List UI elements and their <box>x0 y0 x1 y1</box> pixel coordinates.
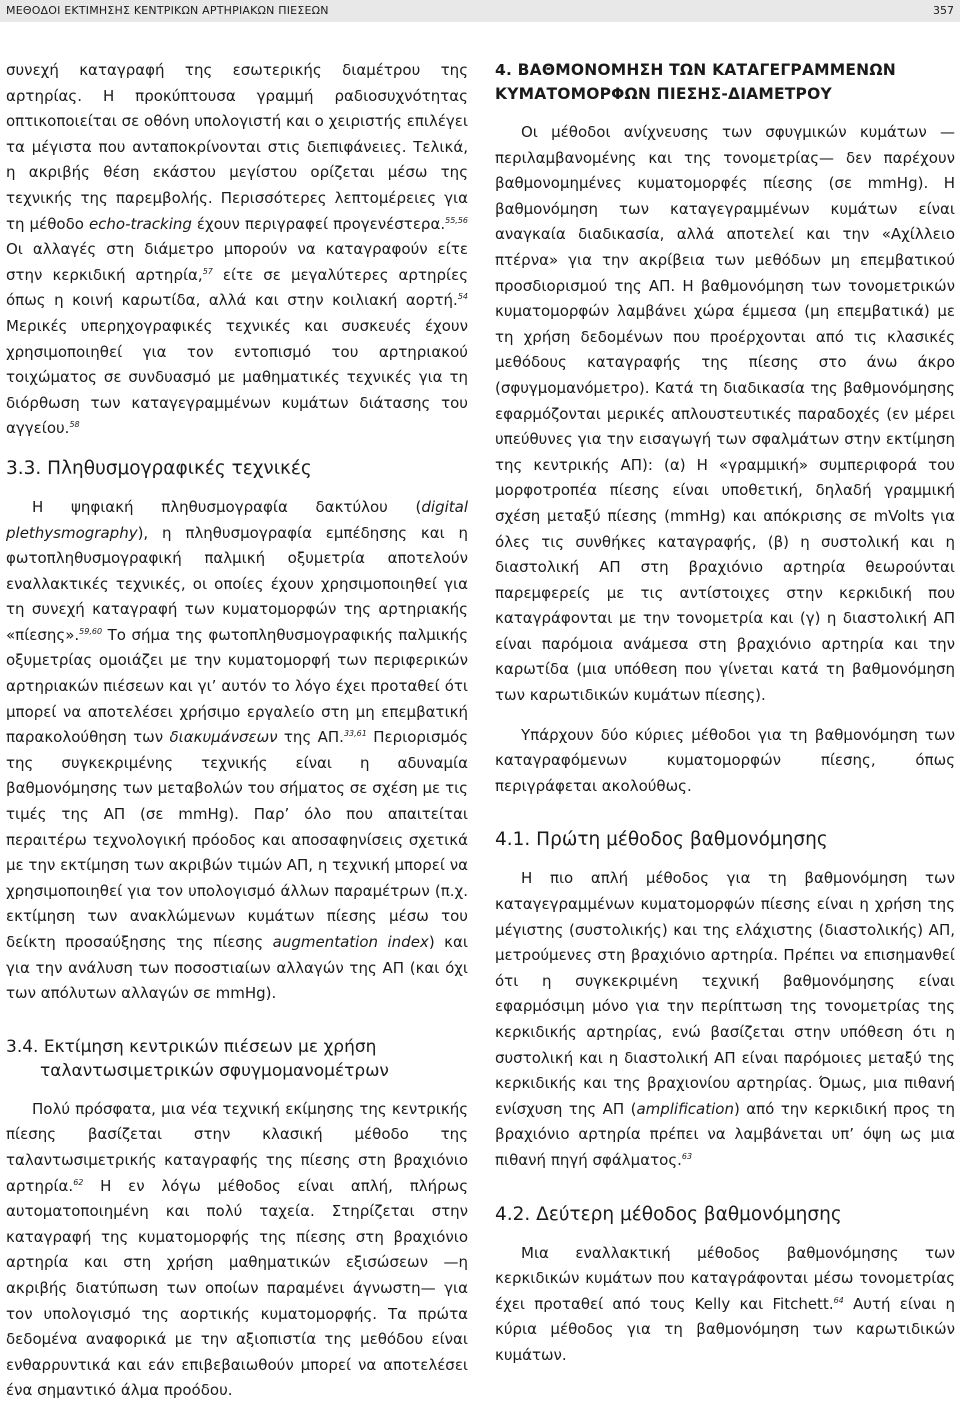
left-column <box>6 58 468 1404</box>
text: είτε σε μεγαλύτερες αρτηρίες όπως η κοινή καρωτίδα, αλλά και στην κοιλιακή αορτή. <box>6 265 468 310</box>
citation: 57 <box>202 266 213 276</box>
paragraph-oscillometric <box>6 1097 468 1404</box>
section-heading-4-1: 4.1. Πρώτη μέθοδος βαθμονόμησης <box>495 829 828 851</box>
citation: 63 <box>681 1151 693 1161</box>
running-title: ΜΕΘΟΔΟΙ ΕΚΤΙΜΗΣΗΣ ΚΕΝΤΡΙΚΩΝ ΑΡΤΗΡΙΑΚΩΝ ΠΙΕΣΕΩΝ <box>6 4 329 17</box>
text: Πολύ πρόσφατα, μια νέα τεχνική εκίμησης της κεντρικής πίεσης βασίζεται στην κλασική μέθοδο της ταλαντωσιμετρικής καταγραφής της πίεσης στη βραχιόνιο αρτηρία. <box>6 1099 468 1195</box>
section-heading-3-4 <box>6 1035 468 1083</box>
text: Η εν λόγω μέθοδος είναι απλή, πλήρως αυτοματοποιημένη και πολύ ταχεία. Στηρίζεται στην καταγραφή της κυματομορφής της πίεσης στη βραχιόνιο αρτηρία και στη χρήση μαθηματικών εξισώσεων —η ακριβής διατύπωση των οποίων παραμένει άγνωστη— για τον υπολογισμό της αορτικής κυματομορφής. Τα πρώτα δεδομένα αναφορικά με την αξιοπιστία της μεθόδου είναι ενθαρρυντικά και εάν επιβεβαιωθούν μπορεί να αποτελέσει ένα σημαντικό άλμα προόδου. <box>6 1176 468 1400</box>
citation: 62 <box>73 1177 84 1187</box>
text: της ΑΠ. <box>277 728 344 747</box>
running-header <box>0 0 960 22</box>
section-heading-4-2: 4.2. Δεύτερη μέθοδος βαθμονόμησης <box>495 1203 842 1225</box>
heading-line: ΚΥΜΑΤΟΜΟΡΦΩΝ ΠΙΕΣΗΣ-ΔΙΑΜΕΤΡΟΥ <box>495 85 832 103</box>
citation: 64 <box>833 1295 844 1305</box>
citation: 33,61 <box>343 729 367 739</box>
text: Το σήμα της φωτοπληθυσμογραφικής παλμικής οξυμετρίας ομοιάζει με την κυματομορφή των περιφερικών αρτηριακών πιέσεων και γι’ αυτόν το λόγο έχει προταθεί ότι μπορεί να αποτελέσει χρήσιμο εργαλείο στη μη επεμβατική παρακολούθηση των <box>6 625 468 747</box>
text: Μερικές υπερηχογραφικές τεχνικές και συσκευές έχουν χρησιμοποιηθεί για τον εντοπισμό του αρτηριακού τοιχώματος σε συνδυασμό με μαθηματικές τεχνικές για τη διόρθωση των καταγεγραμμένων κυμάτων διάτασης του αγγείου. <box>6 316 468 438</box>
paragraph-second-method <box>495 1241 955 1369</box>
heading-line: ταλαντωσιμετρικών σφυγμομανομέτρων <box>40 1060 389 1081</box>
text: Η πιο απλή μέθοδος για τη βαθμονόμηση των καταγεγραμμένων κυματομορφών πίεσης είναι η χρήση της μέγιστης (συστολικής) και της ελάχιστης (διαστολικής) ΑΠ, μετρούμενες στη βραχιόνιο αρτηρία. Πρέπει να επισημανθεί ότι η συγκεκριμένη τεχνική βαθμονόμησης είναι εφαρμόσιμη μόνο για την περίπτωση της τονομετρίας της κερκιδικής αρτηρίας, ενώ βασίζεται στην υπόθεση ότι η συστολική και η διαστολική ΑΠ είναι παρόμοιες μεταξύ της κερκιδικής και της βραχιονίου αρτηρίας. Όμως, μια πιθανή ενίσχυση της ΑΠ ( <box>495 869 955 1118</box>
citation: 55,56 <box>445 215 469 225</box>
text: Αυτή είναι η κύρια μέθοδος για τη βαθμονόμηση των καρωτιδικών κυμάτων. <box>495 1294 955 1364</box>
paragraph-echo-tracking <box>6 58 468 442</box>
text: ), η πληθυσμογραφία εμπέδησης και η φωτοπληθυσμογραφική παλμική οξυμετρία αποτελούν εναλλακτικές τεχνικές, οι οποίες έχουν χρησιμοποιηθεί για τη συνεχή καταγραφή των κυματομορφών της αρτηριακής «πίεσης». <box>6 523 468 644</box>
text: Οι αλλαγές στη διάμετρο μπορούν να καταγραφούν είτε στην κερκιδική αρτηρία, <box>6 240 468 284</box>
section-heading-4 <box>495 58 955 106</box>
text: ) από την κερκιδική προς τη βραχιόνιο αρτηρία πρέπει να λαμβάνεται υπ’ όψη ως μια πιθανή πηγή σφάλματος. <box>495 1099 956 1169</box>
citation: 59,60 <box>79 626 103 636</box>
heading-line: 3.4. Εκτίμηση κεντρικών πιέσεων με χρήση <box>6 1036 377 1057</box>
right-column <box>495 58 955 1369</box>
italic-term: διακυμάνσεων <box>169 728 278 747</box>
italic-term: digital plethysmography <box>6 497 468 542</box>
text: Η ψηφιακή πληθυσμογραφία δακτύλου ( <box>32 497 422 516</box>
italic-term: augmentation index <box>272 933 429 951</box>
text: συνεχή καταγραφή της εσωτερικής διαμέτρου της αρτηρίας. Η προκύπτουσα γραμμή ραδιοσυχνότητας οπτικοποιείται σε οθόνη υπολογιστή και ο χειριστής επιλέγει τα μέγιστα που ανταποκρίνονται στις διεπιφάνειες. Τελικά, η ακριβής θέση εκάστου μεγίστου ορίζεται μέσω της τεχνικής της παρεμβολής. Περισσότερες λεπτομέρειες για τη μέθοδο <box>6 61 468 233</box>
section-heading-3-3: 3.3. Πληθυσμογραφικές τεχνικές <box>6 457 312 479</box>
text: Περιορισμός της συγκεκριμένης τεχνικής είναι η αδυναμία βαθμονόμησης των μεταβολών του σήματος σε σχέση με τις τιμές της ΑΠ (σε mmHg). Παρ’ όλο που απαιτείται περαιτέρω τεχνολογική πρόοδος και αποσαφηνίσεις σχετικά με την εκτίμηση των ακριβών τιμών ΑΠ, η τεχνική μπορεί να χρησιμοποιηθεί για τον υπολογισμό άλλων παραμέτρων (π.χ. εκτίμηση των ανακλώμενων κυμάτων πίεσης μέσω του δείκτη προσαύξησης της πίεσης <box>6 728 469 951</box>
text: έχουν περιγραφεί προγενέστερα. <box>191 214 446 233</box>
citation: 58 <box>69 420 80 430</box>
page-number: 357 <box>933 4 954 17</box>
text: Μια εναλλακτική μέθοδος βαθμονόμησης των κερκιδικών κυμάτων που καταγράφονται μέσω τονομετρίας έχει προταθεί από τους Kelly και Fitchett. <box>495 1243 955 1313</box>
paragraph-plethysmography <box>6 495 468 1007</box>
citation: 54 <box>457 292 468 302</box>
italic-term: amplification <box>636 1099 734 1118</box>
paragraph-two-methods: Υπάρχουν δύο κύριες μέθοδοι για τη βαθμονόμηση των καταγραφόμενων κυματομορφών πίεσης, όπως περιγράφεται ακολούθως. <box>495 725 955 795</box>
paragraph-first-method <box>495 866 955 1173</box>
italic-term: echo-tracking <box>88 214 192 233</box>
text: ) και για την ανάλυση των ποσοστιαίων αλλαγών της ΑΠ (και όχι των απόλυτων αλλαγών σε mmHg). <box>6 933 468 1003</box>
paragraph-calibration: Οι μέθοδοι ανίχνευσης των σφυγμικών κυμάτων —περιλαμβανομένης και της τονομετρίας— δεν παρέχουν βαθμονομημένες κυματομορφές πίεσης (σε mmHg). Η βαθμονόμηση των καταγεγραμμένων κυμάτων είναι αναγκαία διαδικασία, αλλά αποτελεί και την «Αχίλλειο πτέρνα» για την ακρίβεια των μεθόδων μη επεμβατικού προσδιορισμού της ΑΠ. Η βαθμονόμηση των τονομετρικών κυματομορφών λαμβάνει χώρα έμμεσα (μη επεμβατικά) με τη χρήση δεδομένων που προέρχονται από τις κλασικές μεθόδους καταγραφής της πίεσης στο άνω άκρο (σφυγμομανόμετρο). Κατά τη διαδικασία της βαθμονόμησης εφαρμόζονται μερικές απλουστευτικές παραδοχές (εν μέρει υπεύθυνες για την εισαγωγή των σφαλμάτων στην εκτίμηση της κεντρικής ΑΠ): (α) Η «γραμμική» συμπεριφορά του μορφοτροπέα πίεσης είναι υποθετική, δηλαδή γραμμική σχέση μεταξύ πίεσης (mmHg) και απόκρισης σε mVolts για όλες τις συνθήκες καταγραφής, (β) η συστολική και η διαστολική ΑΠ στη βραχιόνιο αρτηρία θεωρούνται παρεμφερείς με τις αντίστοιχες στην κερκιδική που καταγράφονται με την τονομετρία και (γ) η διαστολική ΑΠ είναι παρόμοια ανάμεσα στη βραχιόνιο αρτηρία και την καρωτίδα (μια υπόθεση που γίνεται κατά τη βαθμονόμηση των καρωτιδικών κυμάτων πίεσης). <box>495 123 955 705</box>
heading-line: 4. ΒΑΘΜΟΝΟΜΗΣΗ ΤΩΝ ΚΑΤΑΓΕΓΡΑΜΜΕΝΩΝ <box>495 61 896 79</box>
